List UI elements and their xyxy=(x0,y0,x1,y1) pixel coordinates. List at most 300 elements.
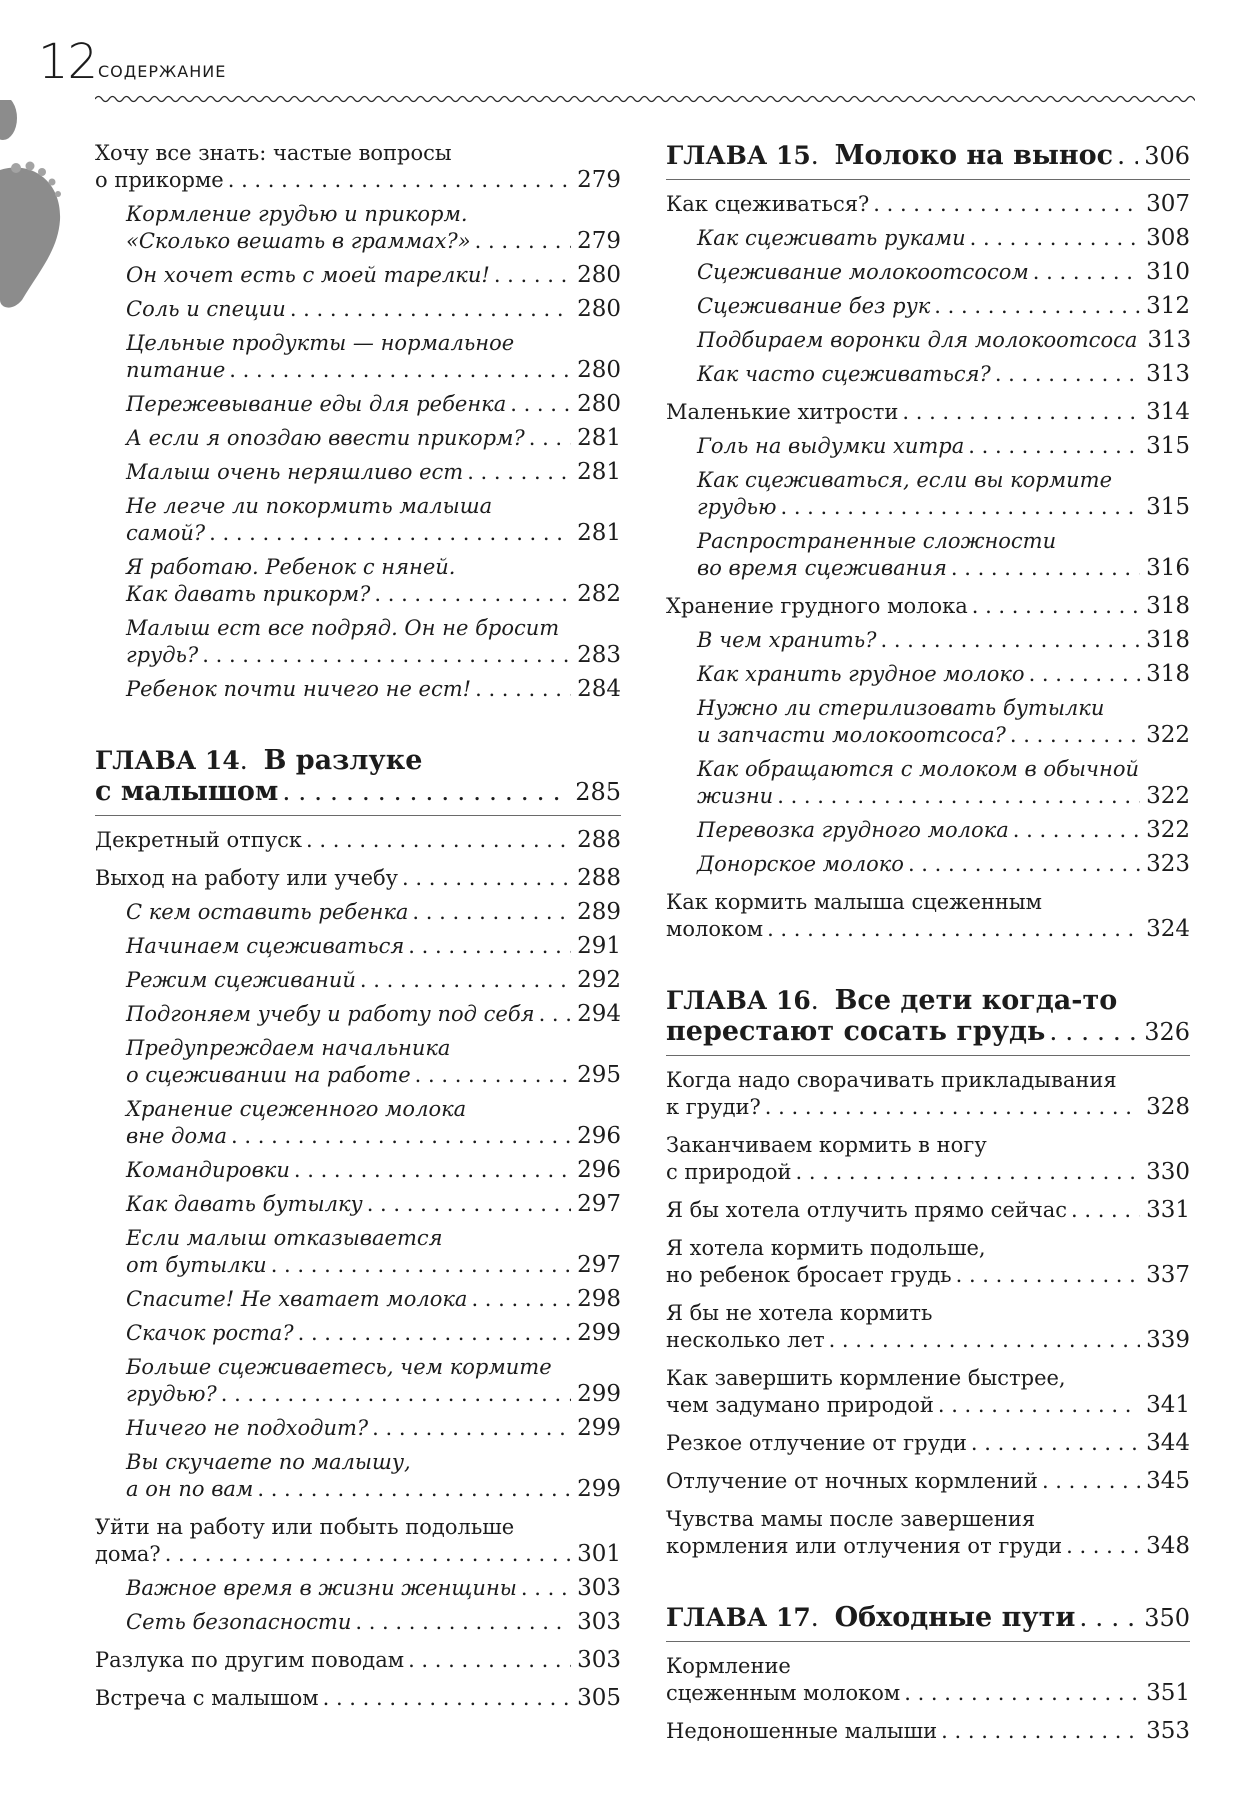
dot-leader xyxy=(202,642,571,669)
toc-entry-title: сцеженным молоком xyxy=(666,1681,901,1705)
dot-leader xyxy=(972,593,1140,620)
toc-entry-title: Хранение грудного молока xyxy=(666,594,968,618)
toc-entry-title: о сцеживании на работе xyxy=(126,1063,411,1087)
toc-entry-title: Отлучение от ночных кормлений xyxy=(666,1469,1038,1493)
toc-entry-title: Сеть безопасности xyxy=(126,1610,352,1634)
toc-entry-title: кормления или отлучения от груди xyxy=(666,1534,1063,1558)
toc-entry xyxy=(95,140,621,194)
toc-entry xyxy=(666,756,1190,810)
page-ref: 280 xyxy=(577,391,621,417)
page-ref: 313 xyxy=(1147,327,1192,353)
toc-entry-title: С кем оставить ребенка xyxy=(126,900,409,924)
page-ref: 280 xyxy=(577,296,621,322)
page-ref: 353 xyxy=(1146,1718,1190,1744)
toc-entry-title: Голь на выдумки хитра xyxy=(697,434,965,458)
page-ref: 297 xyxy=(577,1191,621,1217)
dot-leader xyxy=(941,1718,1140,1745)
toc-entry-line: Хранение сцеженного молока xyxy=(126,1097,467,1121)
page-ref: 316 xyxy=(1146,555,1190,581)
chapter-rule xyxy=(95,815,621,816)
toc-entry xyxy=(666,889,1190,943)
toc-entry xyxy=(95,933,621,960)
toc-entry xyxy=(95,1157,621,1184)
page-ref: 344 xyxy=(1146,1430,1190,1456)
dot-leader xyxy=(904,1680,1140,1707)
toc-entry-line: Уйти на работу или побыть подольше xyxy=(95,1515,515,1539)
page-ref: 294 xyxy=(577,1001,621,1027)
dot-leader xyxy=(1033,259,1140,286)
dot-leader xyxy=(873,191,1140,218)
page-ref: 312 xyxy=(1146,293,1190,319)
toc-entry-line: Вы скучаете по малышу, xyxy=(126,1450,411,1474)
toc-entry xyxy=(666,1132,1190,1186)
toc-entry-title: Маленькие хитрости xyxy=(666,400,899,424)
dot-leader xyxy=(1029,661,1141,688)
toc-entry-title: Соль и специи xyxy=(126,297,286,321)
toc-entry xyxy=(95,615,621,669)
toc-entry xyxy=(95,1575,621,1602)
chapter-15-heading: ГЛАВА 15 . Молоко на вынос . . . 306 xyxy=(666,140,1190,180)
page-ref: 322 xyxy=(1146,817,1190,843)
toc-entry-title: Подгоняем учебу и работу под себя xyxy=(126,1002,535,1026)
toc-entry xyxy=(666,851,1190,878)
dot-leader xyxy=(408,1647,571,1674)
chapter-title: Молоко на вынос xyxy=(834,140,1114,171)
page-ref: 284 xyxy=(577,676,621,702)
dot-leader xyxy=(956,1262,1141,1289)
dot-leader xyxy=(1066,1533,1140,1560)
toc-entry-title: Декретный отпуск xyxy=(95,828,302,852)
dot-leader xyxy=(951,555,1140,582)
page-ref: 299 xyxy=(577,1476,621,1502)
toc-entry xyxy=(95,1415,621,1442)
dot-leader xyxy=(402,865,571,892)
toc-entry-title: Ребенок почти ничего не ест! xyxy=(126,677,472,701)
toc-entry xyxy=(666,293,1190,320)
page-ref: 281 xyxy=(577,425,621,451)
toc-entry-title: жизни xyxy=(697,784,774,808)
toc-entry-line: Заканчиваем кормить в ногу xyxy=(666,1133,987,1157)
toc-entry-title: Выход на работу или учебу xyxy=(95,866,399,890)
page-ref: 283 xyxy=(577,642,621,668)
toc-entry-line: Малыш ест все подряд. Он не бросит xyxy=(126,616,560,640)
toc-entry xyxy=(666,1718,1190,1745)
page-ref: 299 xyxy=(577,1415,621,1441)
toc-entry xyxy=(95,201,621,255)
page-ref: 322 xyxy=(1146,783,1190,809)
toc-entry xyxy=(95,967,621,994)
page-ref: 292 xyxy=(577,967,621,993)
toc-entry-line: Распространенные сложности xyxy=(697,529,1057,553)
toc-entry xyxy=(95,1647,621,1674)
dot-leader xyxy=(539,1001,572,1028)
toc-entry-title: грудью? xyxy=(126,1382,217,1406)
chapter-title: Все дети когда-то xyxy=(834,985,1118,1016)
page-ref: 313 xyxy=(1146,361,1190,387)
page-ref: 279 xyxy=(577,167,621,193)
toc-entry xyxy=(95,1096,621,1150)
chapter-label: ГЛАВА 17 xyxy=(666,1603,811,1632)
toc-entry-line: Предупреждаем начальника xyxy=(126,1036,451,1060)
toc-entry-title: дома? xyxy=(95,1542,161,1566)
chapter-rule xyxy=(666,1055,1190,1056)
page-ref: 305 xyxy=(577,1685,621,1711)
toc-entry xyxy=(95,391,621,418)
dot-leader xyxy=(355,1609,571,1636)
dot-leader xyxy=(1013,817,1140,844)
dot-leader xyxy=(1010,722,1140,749)
toc-group-chapter-16 xyxy=(666,1067,1190,1560)
page-ref: 281 xyxy=(577,520,621,546)
dot-leader xyxy=(360,967,571,994)
toc-entry-line: Если малыш отказывается xyxy=(126,1226,443,1250)
toc-entry xyxy=(666,1653,1190,1707)
dot-leader xyxy=(829,1327,1141,1354)
toc-entry xyxy=(95,425,621,452)
toc-entry-title: Начинаем сцеживаться xyxy=(126,934,405,958)
page-ref: 310 xyxy=(1146,259,1190,285)
toc-entry xyxy=(666,399,1190,426)
toc-entry xyxy=(666,1506,1190,1560)
toc-entry-title: несколько лет xyxy=(666,1328,825,1352)
toc-entry-line: Я бы не хотела кормить xyxy=(666,1301,933,1325)
page-ref: 322 xyxy=(1146,722,1190,748)
toc-entry-title: Сцеживание молокоотсосом xyxy=(697,260,1029,284)
toc-entry-title: Режим сцеживаний xyxy=(126,968,356,992)
chapter-title: Обходные пути xyxy=(834,1602,1076,1633)
toc-entry-title: а он по вам xyxy=(126,1477,254,1501)
page-ref: 281 xyxy=(577,459,621,485)
toc-entry xyxy=(666,817,1190,844)
toc-entry xyxy=(666,695,1190,749)
toc-entry xyxy=(666,661,1190,688)
toc-entry-title: грудь? xyxy=(126,643,199,667)
page-ref: 330 xyxy=(1146,1159,1190,1185)
page-ref: 318 xyxy=(1146,627,1190,653)
toc-entry xyxy=(95,676,621,703)
toc-entry-title: Недоношенные малыши xyxy=(666,1719,938,1743)
dot-leader xyxy=(475,676,571,703)
dot-leader xyxy=(796,1159,1141,1186)
toc-entry xyxy=(95,262,621,289)
toc-entry xyxy=(95,1609,621,1636)
dot-leader xyxy=(521,1575,571,1602)
toc-entry xyxy=(666,1235,1190,1289)
page-ref: 303 xyxy=(577,1609,621,1635)
toc-entry-line: Как сцеживаться, если вы кормите xyxy=(697,468,1112,492)
page-ref: 299 xyxy=(577,1320,621,1346)
page-ref: 288 xyxy=(577,865,621,891)
dot-leader xyxy=(290,296,571,323)
running-head: СОДЕРЖАНИЕ xyxy=(98,62,227,81)
toc-entry-title: Резкое отлучение от груди xyxy=(666,1431,967,1455)
toc-entry-title: молоком xyxy=(666,917,764,941)
toc-entry xyxy=(95,1449,621,1503)
toc-entry-title: о прикорме xyxy=(95,168,224,192)
dot-leader xyxy=(467,459,571,486)
toc-entry-title: во время сцеживания xyxy=(697,556,947,580)
toc-entry-title: Важное время в жизни женщины xyxy=(126,1576,517,1600)
toc-entry xyxy=(666,1468,1190,1495)
wavy-divider xyxy=(95,92,1195,106)
toc-entry-title: В чем хранить? xyxy=(697,628,877,652)
dot-leader xyxy=(221,1381,571,1408)
toc-group-chapter-17 xyxy=(666,1653,1190,1745)
dot-leader xyxy=(228,167,571,194)
page-ref: 280 xyxy=(577,262,621,288)
dot-leader xyxy=(777,783,1140,810)
toc-entry xyxy=(666,627,1190,654)
toc-entry xyxy=(95,1514,621,1568)
page-ref: 348 xyxy=(1146,1533,1190,1559)
page-ref: 279 xyxy=(577,228,621,254)
chapter-14-heading: ГЛАВА 14. В разлуке с малышом . . . 285 xyxy=(95,745,621,816)
toc-entry-title: Как давать прикорм? xyxy=(126,582,371,606)
toc-entry xyxy=(95,1225,621,1279)
toc-entry-title: Пережевывание еды для ребенка xyxy=(126,392,507,416)
dot-leader xyxy=(494,262,571,289)
dot-leader xyxy=(306,827,571,854)
dot-leader xyxy=(765,1094,1140,1121)
dot-leader xyxy=(780,494,1140,521)
page-ref: 315 xyxy=(1146,494,1190,520)
toc-entry-title: Перевозка грудного молока xyxy=(697,818,1009,842)
toc-entry-title: грудью xyxy=(697,495,777,519)
page-ref: 303 xyxy=(577,1575,621,1601)
toc-entry-title: А если я опоздаю ввести прикорм? xyxy=(126,426,525,450)
dot-leader xyxy=(529,425,571,452)
toc-entry-title: Малыш очень неряшливо ест xyxy=(126,460,464,484)
chapter-title: В разлуке xyxy=(263,745,423,776)
dot-leader xyxy=(1042,1468,1140,1495)
toc-entry xyxy=(95,554,621,608)
page-ref: 350 xyxy=(1144,1604,1190,1632)
toc-entry xyxy=(666,361,1190,388)
toc-entry-line: Я хотела кормить подольше, xyxy=(666,1236,986,1260)
toc-entry xyxy=(95,899,621,926)
page-ref: 326 xyxy=(1144,1018,1190,1046)
dot-leader xyxy=(880,627,1140,654)
chapter-rule xyxy=(666,179,1190,180)
toc-entry-title: Как сцеживать руками xyxy=(697,226,966,250)
toc-entry-line: Как обращаются с молоком в обычной xyxy=(697,757,1139,781)
toc-entry xyxy=(666,1197,1190,1224)
dot-leader xyxy=(767,916,1140,943)
toc-entry xyxy=(666,259,1190,286)
dot-leader xyxy=(934,293,1140,320)
dot-leader xyxy=(968,433,1140,460)
dot-leader xyxy=(971,1430,1140,1457)
toc-entry-line: Как кормить малыша сцеженным xyxy=(666,890,1042,914)
page-ref: 299 xyxy=(577,1381,621,1407)
toc-entry xyxy=(666,327,1190,354)
dot-leader xyxy=(1071,1197,1140,1224)
toc-entry xyxy=(666,433,1190,460)
toc-entry-title: Ничего не подходит? xyxy=(126,1416,369,1440)
toc-entry-title: но ребенок бросает грудь xyxy=(666,1263,952,1287)
toc-left-column xyxy=(95,140,621,1712)
toc-entry xyxy=(666,593,1190,620)
toc-entry xyxy=(95,865,621,892)
chapter-title: перестают сосать грудь xyxy=(666,1016,1046,1047)
page-ref: 289 xyxy=(577,899,621,925)
page-ref: 314 xyxy=(1146,399,1190,425)
dot-leader xyxy=(902,399,1140,426)
dot-leader xyxy=(510,391,571,418)
dot-leader xyxy=(229,357,571,384)
toc-entry-title: Спасите! Не хватает молока xyxy=(126,1287,468,1311)
page-ref: 308 xyxy=(1146,225,1190,251)
toc-entry xyxy=(666,467,1190,521)
page-header xyxy=(0,0,1260,130)
dot-leader xyxy=(165,1541,571,1568)
toc-entry xyxy=(666,1067,1190,1121)
page-ref: 306 xyxy=(1144,142,1190,170)
dot-leader xyxy=(970,225,1140,252)
chapter-rule xyxy=(666,1641,1190,1642)
toc-entry-line: Я работаю. Ребенок с няней. xyxy=(126,555,456,579)
toc-entry-title: Разлука по другим поводам xyxy=(95,1648,405,1672)
toc-entry xyxy=(95,1320,621,1347)
page-ref: 297 xyxy=(577,1252,621,1278)
dot-leader xyxy=(294,1157,571,1184)
toc-entry xyxy=(666,1365,1190,1419)
toc-entry-title: Как сцеживаться? xyxy=(666,192,870,216)
toc-entry xyxy=(95,1191,621,1218)
page-ref: 303 xyxy=(577,1647,621,1673)
dot-leader xyxy=(209,520,571,547)
toc-entry xyxy=(95,493,621,547)
toc-entry xyxy=(95,296,621,323)
toc-entry-title: Он хочет есть с моей тарелки! xyxy=(126,263,490,287)
toc-entry xyxy=(95,827,621,854)
dot-leader xyxy=(257,1476,571,1503)
dot-leader xyxy=(231,1123,571,1150)
dot-leader xyxy=(271,1252,571,1279)
toc-entry-line: Больше сцеживаетесь, чем кормите xyxy=(126,1355,552,1379)
toc-entry xyxy=(666,191,1190,218)
toc-group-feeding-questions xyxy=(95,140,621,703)
dot-leader xyxy=(475,228,571,255)
toc-entry-title: «Сколько вешать в граммах?» xyxy=(126,229,471,253)
toc-entry-line: Нужно ли стерилизовать бутылки xyxy=(697,696,1105,720)
toc-entry-title: Командировки xyxy=(126,1158,290,1182)
toc-entry-line: Когда надо сворачивать прикладывания xyxy=(666,1068,1117,1092)
page-ref: 351 xyxy=(1146,1680,1190,1706)
dot-leader xyxy=(367,1191,571,1218)
dot-leader xyxy=(298,1320,572,1347)
toc-entry-line: Не легче ли покормить малыша xyxy=(126,494,493,518)
toc-entry-title: вне дома xyxy=(126,1124,228,1148)
page-ref: 298 xyxy=(577,1286,621,1312)
toc-entry xyxy=(95,459,621,486)
toc-entry-title: Скачок роста? xyxy=(126,1321,294,1345)
toc-group-chapter-14 xyxy=(95,827,621,1712)
toc-entry-line: Кормление xyxy=(666,1654,791,1678)
toc-entry xyxy=(95,1001,621,1028)
page-ref: 337 xyxy=(1146,1262,1190,1288)
toc-entry-title: к груди? xyxy=(666,1095,761,1119)
toc-entry-title: Как хранить грудное молоко xyxy=(697,662,1025,686)
toc-entry xyxy=(95,1286,621,1313)
page-ref: 339 xyxy=(1146,1327,1190,1353)
dot-leader xyxy=(323,1685,571,1712)
page-ref: 315 xyxy=(1146,433,1190,459)
page-ref: 280 xyxy=(577,357,621,383)
toc-entry-line: Кормление грудью и прикорм. xyxy=(126,202,468,226)
toc-entry-title: Донорское молоко xyxy=(697,852,904,876)
toc-entry xyxy=(95,1354,621,1408)
page-ref: 282 xyxy=(577,581,621,607)
toc-entry-title: чем задумано природой xyxy=(666,1393,934,1417)
dot-leader xyxy=(471,1286,571,1313)
dot-leader xyxy=(938,1392,1140,1419)
page-ref: 324 xyxy=(1146,916,1190,942)
dot-leader xyxy=(995,361,1140,388)
chapter-label: ГЛАВА 14 xyxy=(95,746,240,775)
page-ref: 331 xyxy=(1146,1197,1190,1223)
toc-entry-title: с природой xyxy=(666,1160,792,1184)
toc-entry-title: Встреча с малышом xyxy=(95,1686,319,1710)
chapter-16-heading: ГЛАВА 16. Все дети когда-то перестают сосать грудь . . . 326 xyxy=(666,985,1190,1056)
toc-entry-line: Хочу все знать: частые вопросы xyxy=(95,141,452,165)
toc-entry-line: Как завершить кормление быстрее, xyxy=(666,1366,1066,1390)
chapter-title: с малышом xyxy=(95,776,279,807)
dot-leader xyxy=(408,933,571,960)
toc-entry xyxy=(666,1430,1190,1457)
toc-entry-title: Я бы хотела отлучить прямо сейчас xyxy=(666,1198,1067,1222)
page-ref: 341 xyxy=(1146,1392,1190,1418)
page-ref: 291 xyxy=(577,933,621,959)
toc-entry-line: Цельные продукты — нормальное xyxy=(126,331,515,355)
chapter-label: ГЛАВА 15 xyxy=(666,141,811,170)
dot-leader xyxy=(412,899,571,926)
toc-entry xyxy=(666,1300,1190,1354)
dot-leader xyxy=(415,1062,571,1089)
toc-entry-title: Как давать бутылку xyxy=(126,1192,363,1216)
toc-entry xyxy=(95,1685,621,1712)
page-ref: 296 xyxy=(577,1123,621,1149)
chapter-17-heading: ГЛАВА 17 . Обходные пути . . . 350 xyxy=(666,1602,1190,1642)
toc-entry-title: Подбираем воронки для молокоотсоса xyxy=(697,328,1138,352)
toc-entry xyxy=(95,1035,621,1089)
page-ref: 318 xyxy=(1146,593,1190,619)
dot-leader xyxy=(372,1415,571,1442)
page-ref: 318 xyxy=(1146,661,1190,687)
footprint-icon xyxy=(0,100,70,310)
dot-leader xyxy=(908,851,1140,878)
page-ref: 288 xyxy=(577,827,621,853)
toc-entry xyxy=(666,528,1190,582)
page-ref: 323 xyxy=(1146,851,1190,877)
chapter-label: ГЛАВА 16 xyxy=(666,986,811,1015)
toc-entry-title: Как часто сцеживаться? xyxy=(697,362,991,386)
dot-leader xyxy=(374,581,571,608)
page-ref: 295 xyxy=(577,1062,621,1088)
toc-entry-title: питание xyxy=(126,358,226,382)
toc-entry-title: Сцеживание без рук xyxy=(697,294,931,318)
page-ref: 345 xyxy=(1146,1468,1190,1494)
page-ref: 296 xyxy=(577,1157,621,1183)
toc-entry-line: Чувства мамы после завершения xyxy=(666,1507,1036,1531)
toc-group-chapter-15 xyxy=(666,191,1190,943)
page-ref: 307 xyxy=(1146,191,1190,217)
page-ref: 301 xyxy=(577,1541,621,1567)
toc-entry-title: и запчасти молокоотсоса? xyxy=(697,723,1006,747)
page-ref: 285 xyxy=(575,778,621,806)
page-number: 12 xyxy=(38,34,98,90)
toc-right-column xyxy=(666,140,1190,1745)
